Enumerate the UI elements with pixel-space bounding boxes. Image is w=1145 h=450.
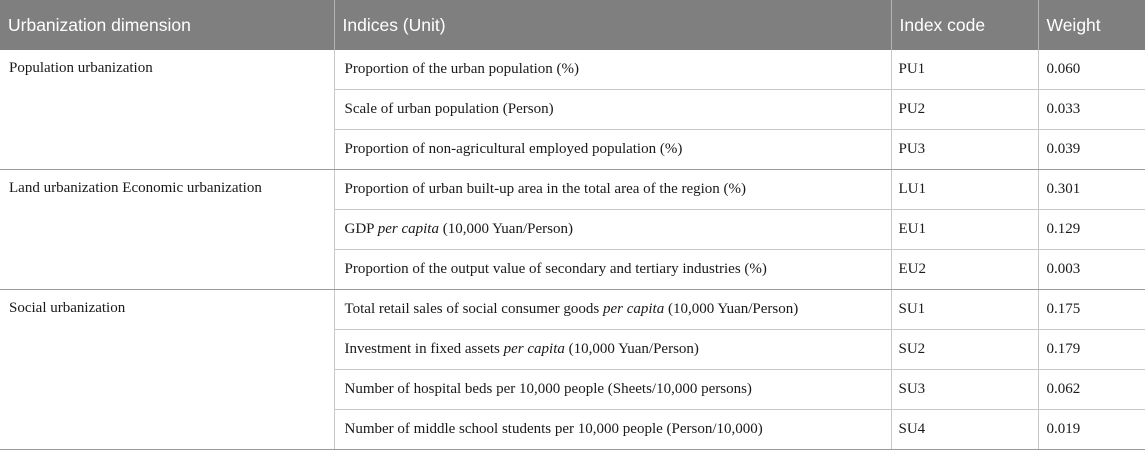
header-index-code: Index code: [891, 0, 1038, 50]
index-text: Number of hospital beds per 10,000 people (Sheets/10,000 persons): [344, 381, 752, 397]
index-cell: [334, 370, 891, 410]
table-header: [0, 0, 1145, 50]
table-body: [0, 50, 1145, 450]
index-unit: (10,000 Yuan/Person): [438, 221, 573, 237]
index-emphasis: per capita: [377, 221, 439, 237]
weight-cell: 0.129: [1038, 210, 1145, 250]
header-row: [0, 0, 1145, 50]
weight-cell: 0.003: [1038, 250, 1145, 290]
index-text: Proportion of non-agricultural employed population (%): [344, 141, 683, 157]
index-text: GDP: [344, 221, 378, 237]
table-row: [0, 290, 1145, 330]
index-text: Scale of urban population (Person): [344, 101, 554, 117]
index-code-cell: EU2: [891, 250, 1038, 290]
weight-cell: 0.019: [1038, 410, 1145, 450]
index-code-cell: EU1: [891, 210, 1038, 250]
weight-cell: 0.301: [1038, 170, 1145, 210]
index-unit: (10,000 Yuan/Person): [664, 301, 799, 317]
index-cell: [334, 290, 891, 330]
weight-cell: 0.175: [1038, 290, 1145, 330]
index-text: Number of middle school students per 10,000 people (Person/10,000): [344, 421, 763, 437]
dimension-cell: Population urbanization: [0, 50, 334, 170]
index-cell: [334, 210, 891, 250]
header-dimension: Urbanization dimension: [0, 0, 334, 50]
weight-cell: 0.179: [1038, 330, 1145, 370]
index-cell: [334, 170, 891, 210]
index-text: Investment in fixed assets: [344, 341, 504, 357]
index-cell: [334, 50, 891, 90]
index-emphasis: per capita: [503, 341, 565, 357]
index-code-cell: PU2: [891, 90, 1038, 130]
index-code-cell: PU1: [891, 50, 1038, 90]
index-text: Total retail sales of social consumer goods: [344, 301, 603, 317]
weight-cell: 0.062: [1038, 370, 1145, 410]
table-row: [0, 170, 1145, 210]
index-text: Proportion of the output value of secondary and tertiary industries (%): [344, 261, 767, 277]
index-code-cell: SU1: [891, 290, 1038, 330]
index-cell: [334, 250, 891, 290]
weight-cell: 0.033: [1038, 90, 1145, 130]
index-cell: [334, 330, 891, 370]
index-text: Proportion of urban built-up area in the total area of the region (%): [344, 181, 747, 197]
index-code-cell: LU1: [891, 170, 1038, 210]
index-cell: [334, 410, 891, 450]
table-row: [0, 50, 1145, 90]
index-emphasis: per capita: [602, 301, 665, 317]
dimension-cell: Land urbanization Economic urbanization: [0, 170, 334, 290]
index-code-cell: SU3: [891, 370, 1038, 410]
index-text: Proportion of the urban population (%): [344, 61, 580, 77]
index-unit: (10,000 Yuan/Person): [564, 341, 699, 357]
weight-cell: 0.039: [1038, 130, 1145, 170]
index-code-cell: SU2: [891, 330, 1038, 370]
header-weight: Weight: [1038, 0, 1145, 50]
index-cell: [334, 90, 891, 130]
index-code-cell: SU4: [891, 410, 1038, 450]
index-code-cell: PU3: [891, 130, 1038, 170]
header-indices: Indices (Unit): [334, 0, 891, 50]
index-cell: [334, 130, 891, 170]
dimension-cell: Social urbanization: [0, 290, 334, 450]
weight-cell: 0.060: [1038, 50, 1145, 90]
